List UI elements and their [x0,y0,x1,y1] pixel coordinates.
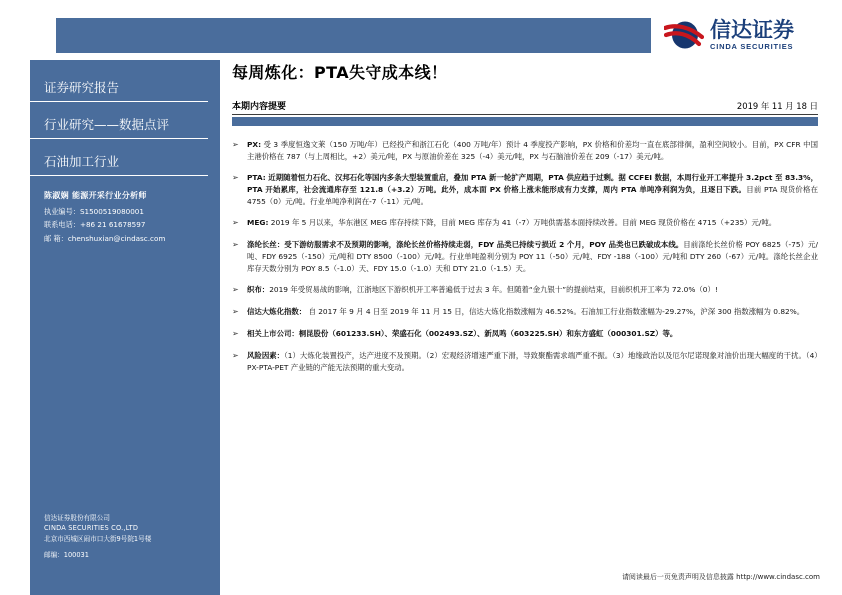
sidebar-item-research-report: 证券研究报告 [30,78,208,102]
analyst-name: 陈淑娴 能源开采行业分析师 [44,191,147,200]
bullet-pta [232,172,818,208]
address-zip: 邮编：100031 [44,551,89,560]
bullet-lead-px: PX: [247,140,262,149]
bullet-arrow-icon: ➢ [232,284,239,294]
bullet-body-cinda-index: 自 2017 年 9 月 4 日至 2019 年 11 月 15 日，信达大炼化指数涨幅为 46.52%。石油加工行业指数涨幅为-29.27%，沪深 300 指数涨幅为 0.82%。 [306,306,805,316]
sidebar-item-petroleum-processing: 石油加工行业 [30,152,208,176]
bullet-emphasis-pta: 近期随着恒力石化、汉邦石化等国内多条大型装置重启，叠加 PTA 新一轮扩产周期，PTA 供应趋于过剩。据 CCFEI 数据，本周行业开工率提升 3.2pct 至 83.3%，PTA 开始累库，社会流通库存至 121.8（+3.2）万吨。此外，成本面 PX 价格上涨未能形成有力支撑，周内 PTA 单吨净利润为负，且逐日下跌。 [247,172,818,194]
bullet-text-pta [247,172,818,208]
bullet-body-polyester-filament: 目前涤纶长丝价格 POY 6825（-75）元/吨、FDY 6925（-150）元/吨和 DTY 8500（-100）元/吨。行业单吨盈利分别为 POY 11（-50）元/吨、FDY -188（-100）元/吨和 DTY 260（-67）元/吨。涤纶长丝企业库存天数分别为 POY 8.5（-1.0）天、FDY 15.0（-1.0）天和 DTY 21.0（-1.5）天。 [247,239,818,273]
summary-bullet-list [232,139,818,374]
bullet-lead-polyester-filament: 涤纶长丝： [247,239,285,249]
bullet-body-px: 受 3 季度恒逸文莱（150 万吨/年）已经投产和浙江石化（400 万吨/年）预计 4 季度投产影响，PX 价格和价差均一直在底部徘徊，盈利空间较小。目前，PX CFR 中国主港价格在 787（与上周相比，+2）美元/吨，PX 与原油价差在 325（-4）美元/吨，PX 与石脑油价差在 209（-17）美元/吨。 [247,140,818,161]
footer-disclaimer: 请阅读最后一页免责声明及信息披露 http://www.cindasc.com [621,573,820,581]
analyst-phone: 联系电话：+86 21 61678597 [44,220,146,230]
analyst-license: 执业编号：S1500519080001 [44,207,144,216]
bullet-meg [232,217,818,230]
bullet-polyester-filament [232,239,818,275]
bullet-lead-weaving: 织布： [247,284,270,294]
bullet-arrow-icon: ➢ [232,350,239,360]
summary-accent-bar [232,117,818,126]
bullet-arrow-icon: ➢ [232,306,239,316]
address-company-cn: 信达证券股份有限公司 [44,513,110,522]
logo-wordmark [710,17,794,51]
bullet-emphasis-polyester-filament: 受下游纺服需求不及预期的影响，涤纶长丝价格持续走弱，FDY 品类已持续亏损近 2 个月，POY 品类也已跌破成本线。 [284,239,684,249]
main-content [232,60,818,383]
bullet-text-cinda-index [247,306,818,318]
address-street: 北京市西城区闹市口大街9号院1号楼 [44,535,152,544]
bullet-text-px [247,139,818,163]
bullet-text-risk-factors [247,350,818,374]
header-blue-band [56,18,651,53]
sidebar [30,60,220,595]
bullet-lead-meg: MEG: [247,217,269,227]
cinda-swoosh-logo-icon [664,15,704,55]
bullet-body-pta: 目前 PTA 现货价格在 4755（0）元/吨。行业单吨净利润在-7（-11）元/吨。 [247,184,818,206]
bullet-arrow-icon: ➢ [232,239,239,249]
sidebar-item-industry-research: 行业研究——数据点评 [30,115,208,139]
summary-header [232,99,818,115]
bullet-arrow-icon: ➢ [232,172,239,182]
bullet-text-meg [247,217,818,229]
logo-name-en: CINDA SECURITIES [710,41,794,51]
bullet-text-weaving [247,284,818,296]
bullet-cinda-index [232,306,818,319]
bullet-emphasis-related-companies: 桐昆股份（601233.SH）、荣盛石化（002493.SZ）、新凤鸣（603225.SH）和东方盛虹（000301.SZ）等。 [298,328,678,338]
address-company-en: CINDA SECURITIES CO.,LTD [44,524,139,533]
bullet-px [232,139,818,163]
bullet-body-meg: 2019 年 5 月以来，华东港区 MEG 库存持续下降，目前 MEG 库存为 41（-7）万吨供需基本面持续改善。目前 MEG 现货价格在 4715（+235）元/吨。 [268,217,777,227]
report-date: 2019 年 11 月 18 日 [736,101,818,111]
analyst-info [44,190,210,245]
bullet-lead-risk-factors: 风险因素： [247,350,285,360]
bullet-text-polyester-filament [247,239,818,275]
company-logo [664,14,834,56]
bullet-body-risk-factors: （1）大炼化装置投产，达产进度不及预期。（2）宏观经济增速严重下滑，导致聚酯需求端严重不振。（3）地缘政治以及厄尔尼诺现象对油价出现大幅度的干扰。（4）PX-PTA-PET 产业链的产能无法预期的重大变动。 [247,350,818,372]
bullet-body-weaving: 2019 年受贸易战的影响，江浙地区下游织机开工率普遍低于过去 3 年。但随着“金九银十”的提前结束，目前织机开工率为 72.0%（0）! [269,284,718,294]
page-title: 每周炼化：PTA失守成本线！ [232,63,448,82]
bullet-related-companies [232,328,818,341]
bullet-risk-factors [232,350,818,374]
logo-name-cn: 信达证券 [710,17,794,42]
bullet-lead-related-companies: 相关上市公司： [247,328,299,338]
bullet-arrow-icon: ➢ [232,140,239,149]
bullet-lead-pta: PTA: [247,172,266,182]
bullet-weaving [232,284,818,297]
bullet-arrow-icon: ➢ [232,328,239,338]
company-address [44,513,212,562]
summary-label: 本期内容提要 [232,102,287,112]
bullet-text-related-companies [247,328,818,340]
analyst-email: 邮 箱：chenshuxian@cindasc.com [44,233,166,243]
bullet-lead-cinda-index: 信达大炼化指数： [247,306,307,316]
bullet-arrow-icon: ➢ [232,217,239,227]
